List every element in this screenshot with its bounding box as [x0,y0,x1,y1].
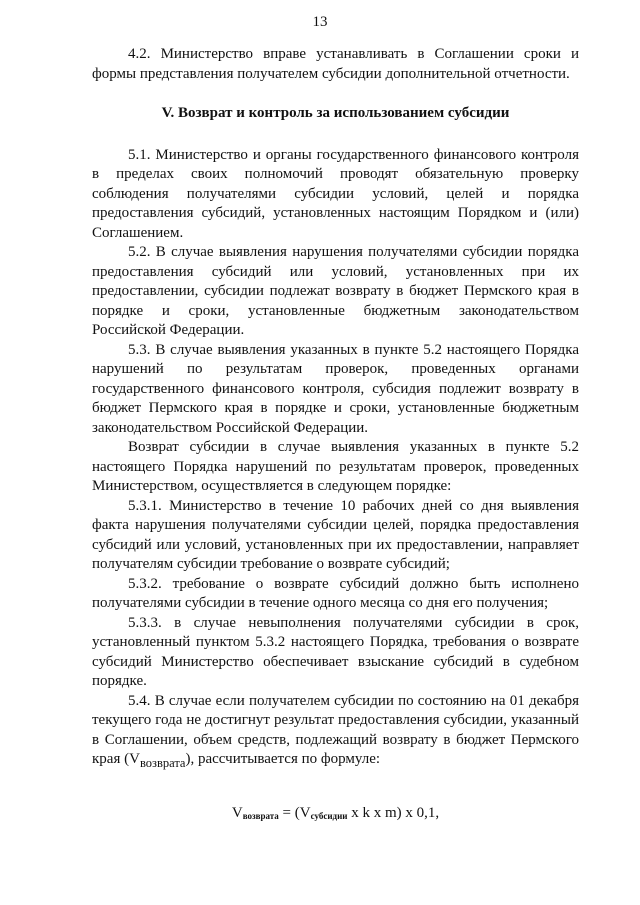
section-title: V. Возврат и контроль за использованием субсидии [161,105,510,121]
paragraph-5-4-text: 5.4. В случае если получателем субсидии по состоянию на 01 декабря текущего года не достигнут результат предоставления субсидии, указанный в Соглашении, объем средств, подлежащий возврату в бюджет Пермского края (V [92,692,579,767]
paragraph-4-2: 4.2. Министерство вправе устанавливать в Соглашении сроки и формы представления получателем субсидии дополнительной отчетности. [92,46,579,82]
formula-mid-subscript: субсидии [310,810,348,821]
paragraph-5-3-1: 5.3.1. Министерство в течение 10 рабочих дней со дня выявления факта нарушения получателями субсидии целей, порядка предоставления субсидий или условий, установленных при их предоставлении, направляет получателям субсидии требование о возврате субсидий; [92,497,579,572]
paragraph-5-3: 5.3. В случае выявления указанных в пункте 5.2 настоящего Порядка нарушений по результатам проверок, проведенных органами государственного финансового контроля, субсидия подлежит возврату в бюджет Пермского края в порядке и сроки, установленные бюджетным законодательством Российской Федерации. [92,341,579,436]
paragraph-return-procedure: Возврат субсидии в случае выявления указанных в пункте 5.2 настоящего Порядка нарушений по результатам проверок, проведенных Министерством, осуществляется в следующем порядке: [92,439,579,494]
formula-mid: = (V [278,804,311,821]
formula-lhs: V [231,804,243,821]
paragraph-5-3-3: 5.3.3. в случае невыполнения получателями субсидии в срок, установленный пунктом 5.3.2 настоящего Порядка, требования о возврате субсидий Министерство обеспечивает взыскание субсидий в судебном порядке. [92,614,579,689]
paragraph-5-2: 5.2. В случае выявления нарушения получателями субсидии порядка предоставления субсидий или условий, установленных при их предоставлении, субсидии подлежат возврату в бюджет Пермского края в порядке и сроки, установленные бюджетным законодательством Российской Федерации. [92,244,579,338]
return-formula [92,804,579,827]
formula-rhs: x k x m) x 0,1, [347,804,440,821]
formula-lhs-subscript: возврата [242,810,279,821]
paragraph-5-3-2: 5.3.2. требование о возврате субсидий должно быть исполнено получателями субсидии в течение одного месяца со дня его получения; [92,575,579,611]
document-body [92,45,579,826]
paragraph-5-4-tail: ), рассчитывается по формуле: [185,751,381,767]
page-number: 13 [312,14,328,30]
paragraph-5-4 [92,692,579,774]
paragraph-5-1: 5.1. Министерство и органы государственного финансового контроля в пределах своих полномочий проводят обязательную проверку соблюдения получателями субсидии условий, целей и порядка предоставления субсидий, установленных настоящим Порядком и (или) Соглашением. [92,146,579,241]
v-return-subscript: возврата [139,756,186,770]
